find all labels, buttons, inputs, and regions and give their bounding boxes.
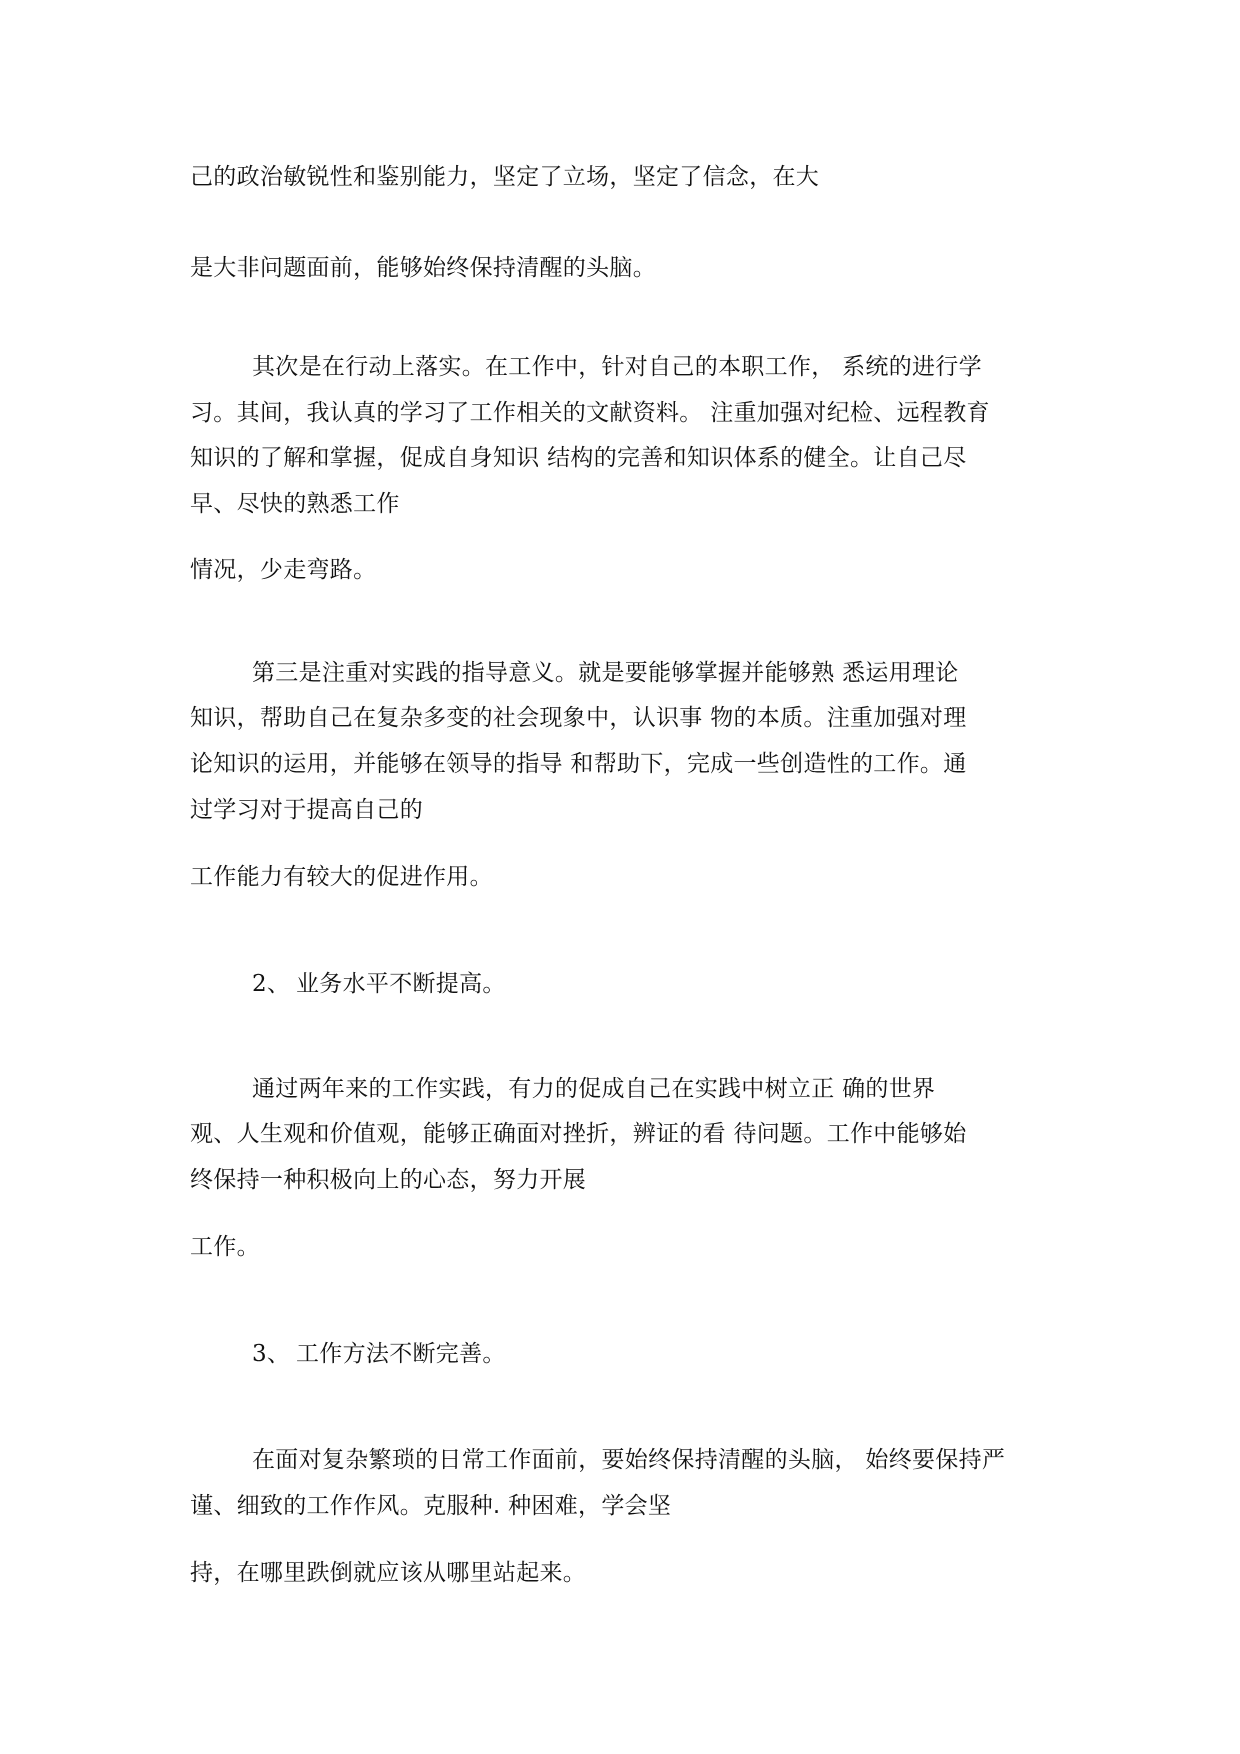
text-line: 观、人生观和价值观，能够正确面对挫折，辨证的看 待问题。工作中能够始 <box>190 1121 967 1147</box>
text-line: 持，在哪里跌倒就应该从哪里站起来。 <box>190 1560 587 1586</box>
list-item-heading: 业务水平不断提高。 <box>296 971 506 997</box>
text-line: 知识，帮助自己在复杂多变的社会现象中，认识事 物的本质。注重加强对理 <box>190 705 967 731</box>
paragraph-first-line: 通过两年来的工作实践，有力的促成自己在实践中树立正 确的世界 <box>252 1076 936 1102</box>
list-item-number: 2、 <box>252 971 291 997</box>
paragraph-first-line: 在面对复杂繁琐的日常工作面前，要始终保持清醒的头脑， 始终要保持严 <box>252 1447 1006 1473</box>
text-line: 己的政治敏锐性和鉴别能力，坚定了立场，坚定了信念，在大 <box>190 164 820 190</box>
text-line: 是大非问题面前，能够始终保持清醒的头脑。 <box>190 255 656 281</box>
text-line: 工作。 <box>190 1234 260 1260</box>
paragraph-first-line: 其次是在行动上落实。在工作中，针对自己的本职工作， 系统的进行学 <box>252 354 982 380</box>
text-line: 谨、细致的工作作风。克服种. 种困难，学会坚 <box>190 1493 672 1519</box>
list-item-number: 3、 <box>252 1341 291 1367</box>
text-line: 情况，少走弯路。 <box>190 557 377 583</box>
paragraph-first-line: 第三是注重对实践的指导意义。就是要能够掌握并能够熟 悉运用理论 <box>252 660 959 686</box>
text-line: 终保持一种积极向上的心态，努力开展 <box>190 1167 587 1193</box>
text-line: 过学习对于提高自己的 <box>190 797 423 823</box>
text-line: 早、尽快的熟悉工作 <box>190 491 400 517</box>
text-line: 论知识的运用，并能够在领导的指导 和帮助下，完成一些创造性的工作。通 <box>190 751 967 777</box>
list-item-heading: 工作方法不断完善。 <box>296 1341 506 1367</box>
text-line: 工作能力有较大的促进作用。 <box>190 864 493 890</box>
text-line: 知识的了解和掌握，促成自身知识 结构的完善和知识体系的健全。让自己尽 <box>190 445 967 471</box>
text-line: 习。其间，我认真的学习了工作相关的文献资料。 注重加强对纪检、远程教育 <box>190 400 990 426</box>
